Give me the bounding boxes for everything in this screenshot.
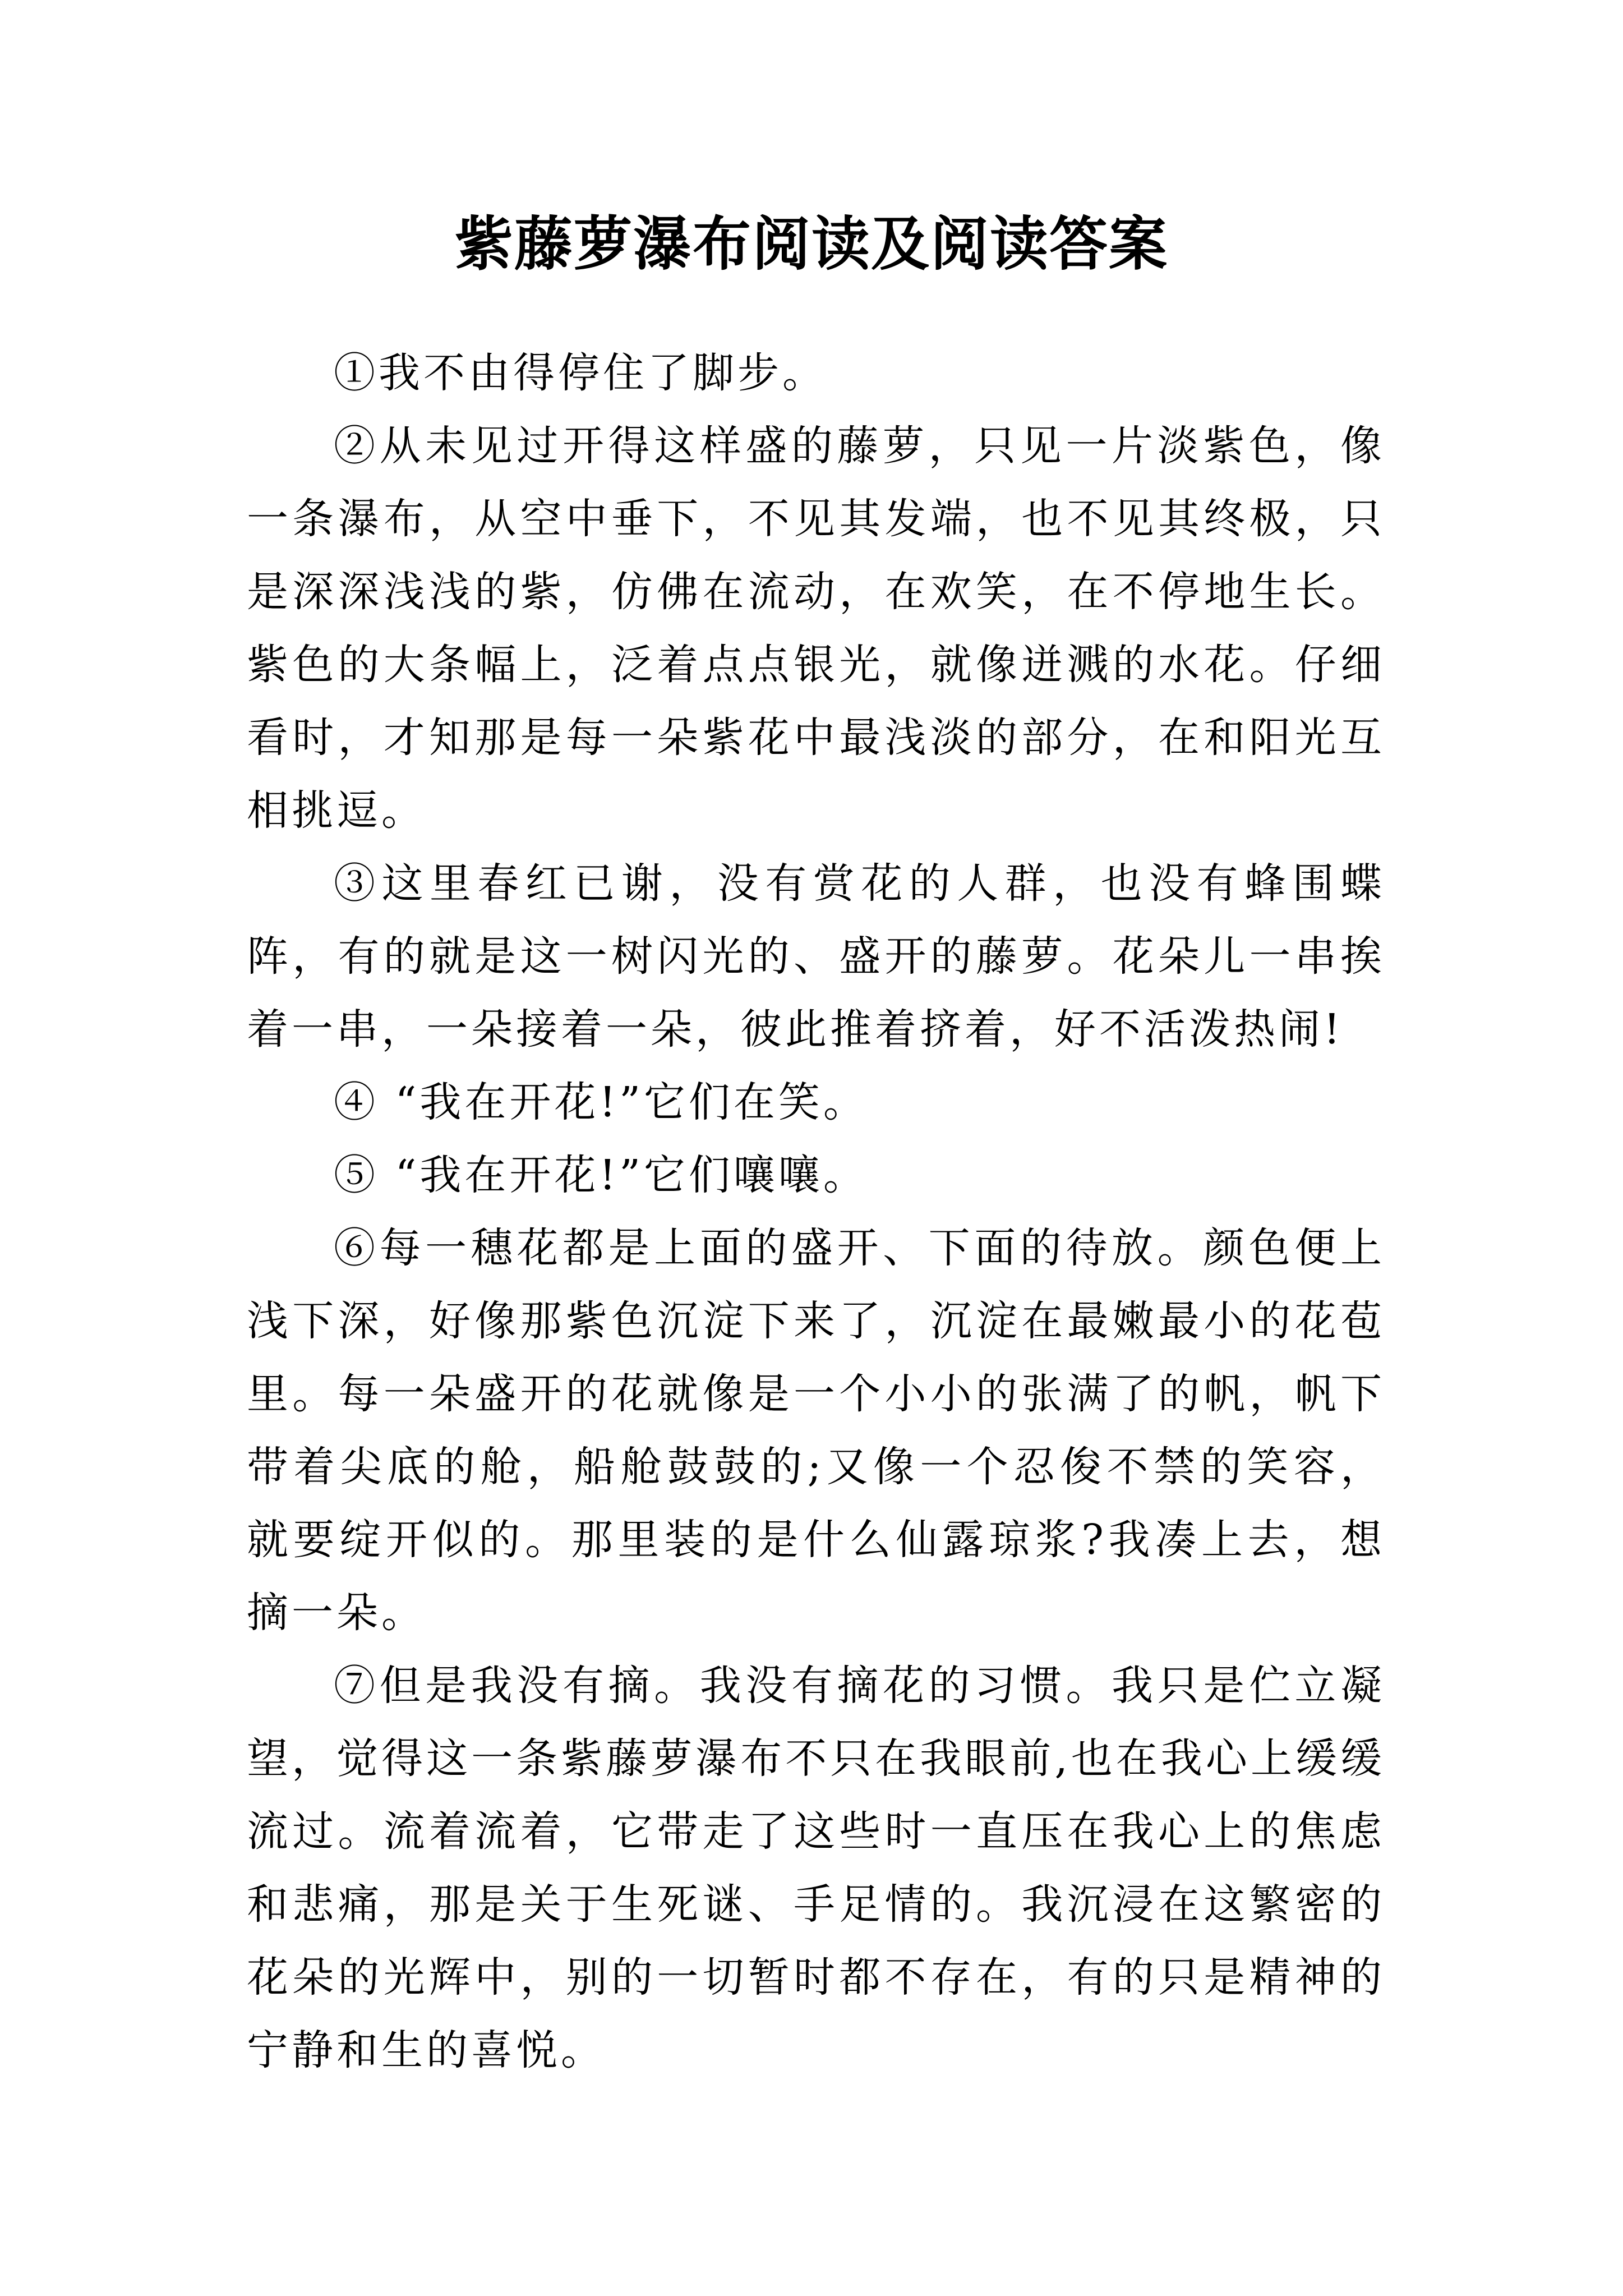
paragraph-2: ②从未见过开得这样盛的藤萝，只见一片淡紫色，像一条瀑布，从空中垂下，不见其发端，也不见其终极，只是深深浅浅的紫，仿佛在流动，在欢笑，在不停地生长。紫色的大条幅上，泛着点点银光，就像迸溅的水花。仔细看时，才知那是每一朵紫花中最浅淡的部分，在和阳光互相挑逗。 <box>247 422 1385 835</box>
document-body <box>247 337 1385 2087</box>
paragraph-5: ⑤ “我在开花!”它们嚷嚷。 <box>334 1151 868 1199</box>
paragraph-4: ④ “我在开花!”它们在笑。 <box>334 1078 868 1126</box>
document-title: 紫藤萝瀑布阅读及阅读答案 <box>454 209 1168 278</box>
paragraph-3: ③这里春红已谢，没有赏花的人群，也没有蜂围蝶阵，有的就是这一树闪光的、盛开的藤萝。花朵儿一串挨着一串，一朵接着一朵，彼此推着挤着，好不活泼热闹! <box>247 859 1385 1053</box>
paragraph-7: ⑦但是我没有摘。我没有摘花的习惯。我只是伫立凝望，觉得这一条紫藤萝瀑布不只在我眼前,也在我心上缓缓流过。流着流着，它带走了这些时一直压在我心上的焦虑和悲痛，那是关于生死谜、手足情的。我沉浸在这繁密的花朵的光辉中，别的一切暂时都不存在，有的只是精神的宁静和生的喜悦。 <box>247 1662 1385 2074</box>
paragraph-1: ①我不由得停住了脚步。 <box>334 349 827 397</box>
paragraph-6: ⑥每一穗花都是上面的盛开、下面的待放。颜色便上浅下深，好像那紫色沉淀下来了，沉淀在最嫩最小的花苞里。每一朵盛开的花就像是一个小小的张满了的帆，帆下带着尖底的舱，船舱鼓鼓的;又像一个忍俊不禁的笑容，就要绽开似的。那里装的是什么仙露琼浆?我凑上去，想摘一朵。 <box>247 1224 1385 1637</box>
